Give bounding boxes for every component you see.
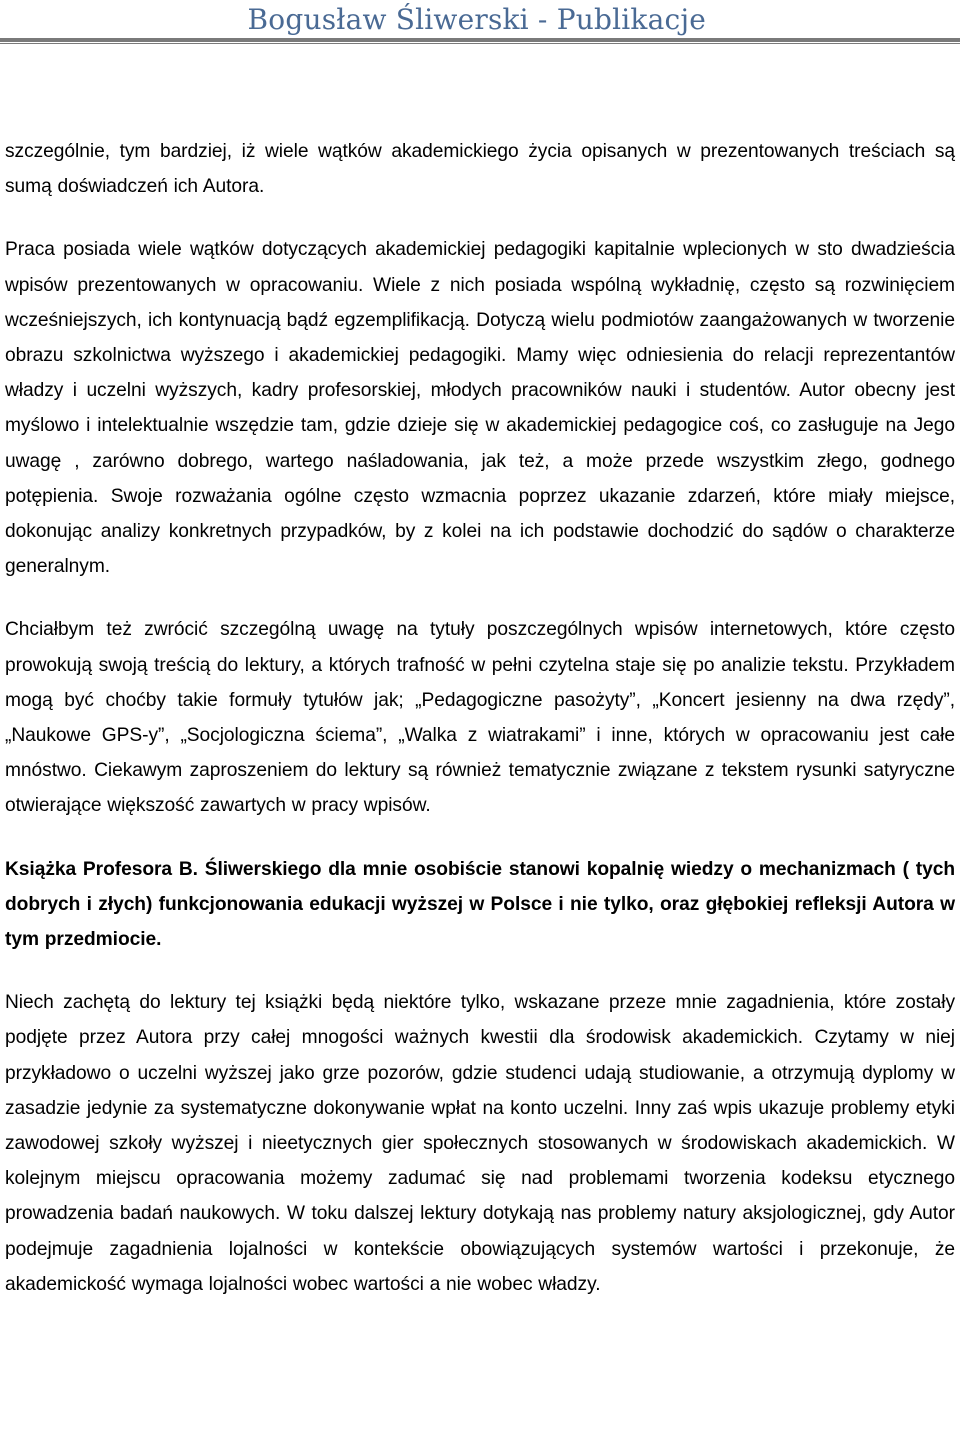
header-rule-thick: [0, 38, 960, 42]
paragraph-2: Praca posiada wiele wątków dotyczących akademickiej pedagogiki kapitalnie wplecionych w sto dwadzieścia wpisów prezentowanych w opracowaniu. Wiele z nich posiada wspólną wykładnię, często są rozwinięciem wcześniejszych, ich kontynuacją bądź egzemplifikacją. Dotyczą wielu podmiotów zaangażowanych w tworzenie obrazu szkolnictwa wyższego i akademickiej pedagogiki. Mamy więc odniesienia do relacji reprezentantów władzy i uczelni wyższych, kadry profesorskiej, młodych pracowników nauki i studentów. Autor obecny jest myślowo i intelektualnie wszędzie tam, gdzie dzieje się w akademickiej pedagogice coś, co zasługuje na Jego uwagę , zarówno dobrego, wartego naśladowania, jak też, a może przede wszystkim złego, godnego potępienia. Swoje rozważania ogólne często wzmacnia poprzez ukazanie zdarzeń, które miały miejsce, dokonując analizy konkretnych przypadków, by z kolei na ich podstawie dochodzić do sądów o charakterze generalnym.: [5, 239, 955, 578]
paragraph-1: szczególnie, tym bardziej, iż wiele wątków akademickiego życia opisanych w prezentowanych treściach są sumą doświadczeń ich Autora.: [5, 141, 955, 198]
header-rule-thin: [0, 43, 960, 44]
document-body: [5, 134, 955, 1302]
page-header: [0, 0, 960, 44]
paragraph-4-bold: Książka Profesora B. Śliwerskiego dla mnie osobiście stanowi kopalnię wiedzy o mechanizmach ( tych dobrych i złych) funkcjonowania edukacji wyższej w Polsce i nie tylko, oraz głębokiej refleksji Autora w tym przedmiocie.: [5, 858, 955, 951]
paragraph-5: Niech zachętą do lektury tej książki będą niektóre tylko, wskazane przeze mnie zagadnienia, które zostały podjęte przez Autora przy całej mnogości ważnych kwestii dla środowisk akademickich. Czytamy w niej przykładowo o uczelni wyższej jako grze pozorów, gdzie studenci udają studiowanie, a otrzymują dyplomy w zasadzie jedynie za systematyczne dokonywanie wpłat na konto uczelni. Inny zaś wpis ukazuje problemy etyki zawodowej szkoły wyższej i nieetycznych gier społecznych stosowanych w środowiskach akademickich. W kolejnym miejscu opracowania możemy zadumać się nad problemami tworzenia kodeksu etycznego prowadzenia badań naukowych. W toku dalszej lektury dotykają nas problemy natury aksjologicznej, gdy Autor podejmuje zagadnienia lojalności w kontekście obowiązujących systemów wartości i przekonuje, że akademickość wymaga lojalności wobec wartości a nie wobec władzy.: [5, 992, 955, 1295]
header-title: Bogusław Śliwerski - Publikacje: [247, 3, 706, 36]
paragraph-3: Chciałbym też zwrócić szczególną uwagę na tytuły poszczególnych wpisów internetowych, które często prowokują swoją treścią do lektury, a których trafność w pełni czytelna staje się po analizie tekstu. Przykładem mogą być choćby takie formuły tytułów jak; „Pedagogiczne pasożyty”, „Koncert jesienny na dwa rzędy”, „Naukowe GPS-y”, „Socjologiczna ściema”, „Walka z wiatrakami” i inne, których w opracowaniu jest całe mnóstwo. Ciekawym zaproszeniem do lektury są również tematycznie związane z tekstem rysunki satyryczne otwierające większość zawartych w pracy wpisów.: [5, 619, 955, 817]
